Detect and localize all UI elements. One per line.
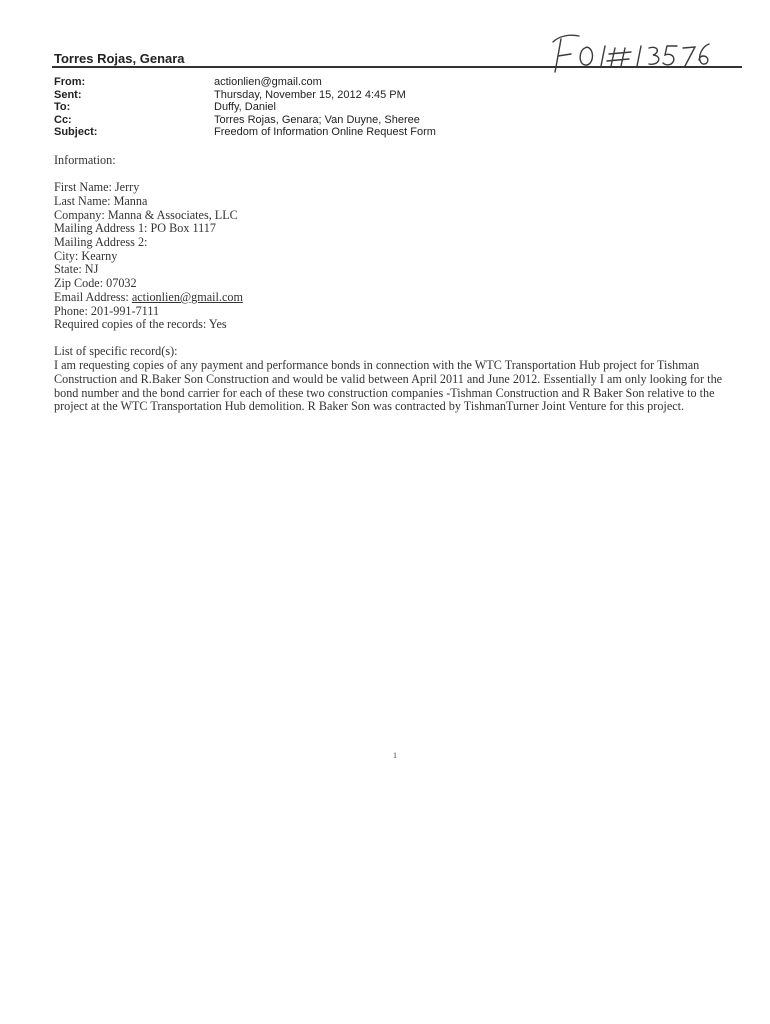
handwritten-file-number (545, 30, 715, 78)
field-state: State: NJ (54, 262, 99, 277)
field-company: Company: Manna & Associates, LLC (54, 207, 238, 222)
subject-label: Subject: (54, 126, 98, 138)
header-sent-row (54, 89, 436, 102)
from-value: actionlien@gmail.com (214, 76, 322, 88)
body-intro: Information: (54, 153, 116, 167)
header-cc-row (54, 114, 436, 127)
to-label: To: (54, 101, 71, 113)
field-email-address (54, 291, 744, 305)
field-city: City: Kearny (54, 248, 118, 263)
sent-label: Sent: (54, 88, 82, 101)
records-request-text: I am requesting copies of any payment and performance bonds in connection with the WTC Transportation Hub project for Tishman Construction and R.Baker Son Construction and would be valid between April 2011 and June 2012. Essentially I am only looking for the bond number and the bond carrier for each of these two construction companies -Tishman Construction and R Baker Son relative to the project at the WTC Transportation Hub demolition. R Baker Son was contracted by TishmanTurner Joint Venture for this project. (54, 358, 723, 414)
field-phone: Phone: 201-991-7111 (54, 303, 160, 318)
email-body (54, 154, 744, 414)
field-first-name: First Name: Jerry (54, 180, 140, 195)
email-address-label: Email Address: (54, 289, 132, 304)
records-heading: List of specific record(s): (54, 344, 178, 359)
page-number: 1 (393, 751, 397, 760)
sent-value: Thursday, November 15, 2012 4:45 PM (214, 88, 406, 101)
cc-value: Torres Rojas, Genara; Van Duyne, Sheree (214, 113, 420, 126)
cc-label: Cc: (54, 113, 72, 126)
field-last-name: Last Name: Manna (54, 193, 148, 208)
header-to-row (54, 101, 436, 114)
sender-name: Torres Rojas, Genara (54, 51, 185, 66)
field-zip-code: Zip Code: 07032 (54, 276, 137, 291)
header-subject-row (54, 126, 436, 139)
field-mailing-address-1: Mailing Address 1: PO Box 1117 (54, 221, 216, 236)
subject-value: Freedom of Information Online Request Form (214, 126, 436, 138)
field-mailing-address-2: Mailing Address 2: (54, 235, 148, 250)
email-header (54, 76, 436, 139)
header-rule (52, 66, 742, 68)
field-required-copies: Required copies of the records: Yes (54, 317, 227, 332)
email-address-link[interactable]: actionlien@gmail.com (131, 289, 243, 304)
to-value: Duffy, Daniel (214, 101, 276, 113)
header-from-row (54, 76, 436, 89)
from-label: From: (54, 76, 86, 88)
